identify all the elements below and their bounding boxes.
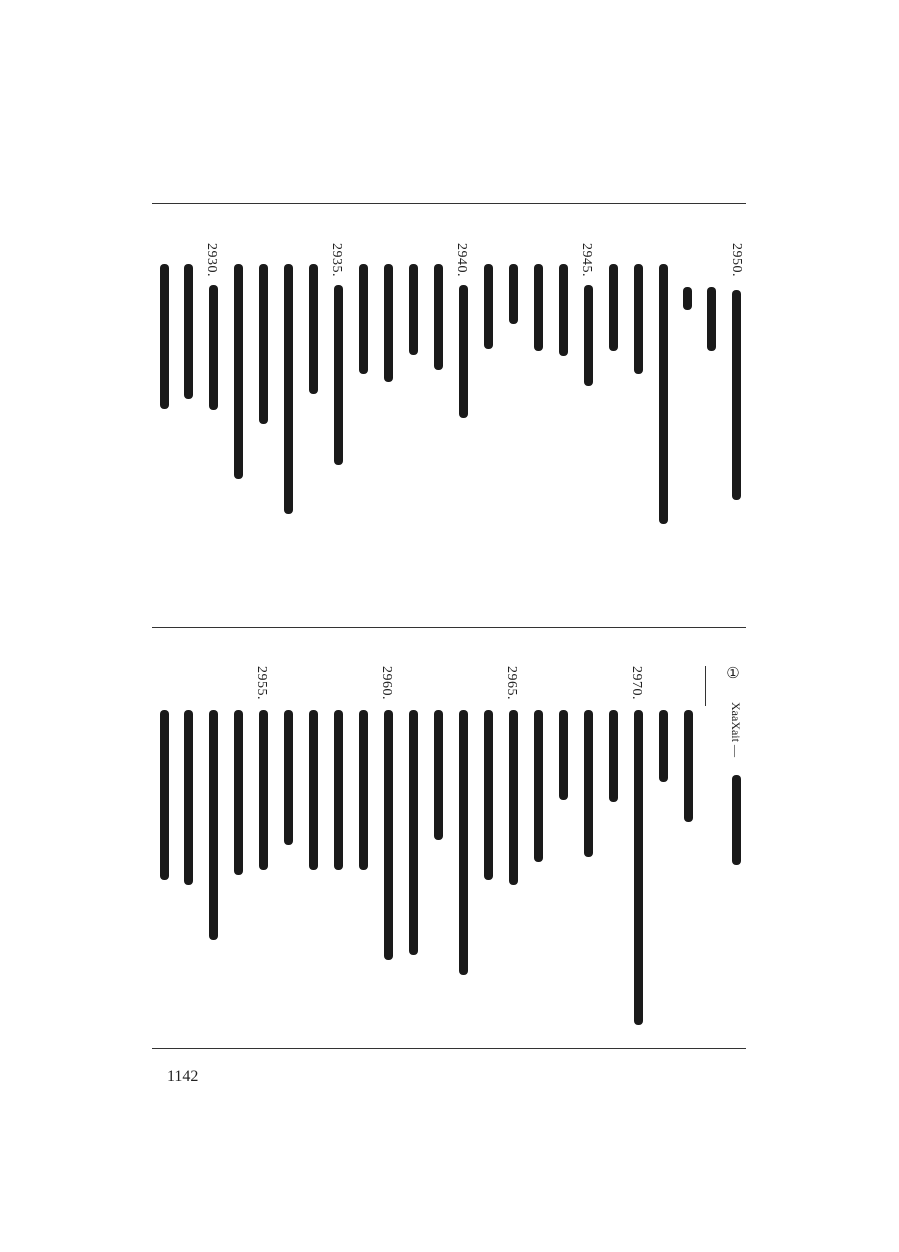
footnote-text: XaaXait — bbox=[729, 702, 743, 757]
bottom-rule bbox=[152, 1048, 746, 1049]
line-number: 2945. bbox=[579, 243, 594, 277]
line-number: 2935. bbox=[329, 243, 344, 277]
line-number: 2960. bbox=[379, 666, 394, 700]
middle-rule bbox=[152, 627, 746, 628]
line-number: 2930. bbox=[204, 243, 219, 277]
line-number: 2955. bbox=[254, 666, 269, 700]
line-number: 2965. bbox=[504, 666, 519, 700]
line-number: 2950. bbox=[729, 243, 744, 277]
footnote-marker: ① bbox=[724, 664, 742, 682]
line-number: 2940. bbox=[454, 243, 469, 277]
footnote-rule bbox=[705, 666, 706, 706]
line-number: 2970. bbox=[629, 666, 644, 700]
top-rule bbox=[152, 203, 746, 204]
page-number: 1142 bbox=[167, 1068, 199, 1085]
